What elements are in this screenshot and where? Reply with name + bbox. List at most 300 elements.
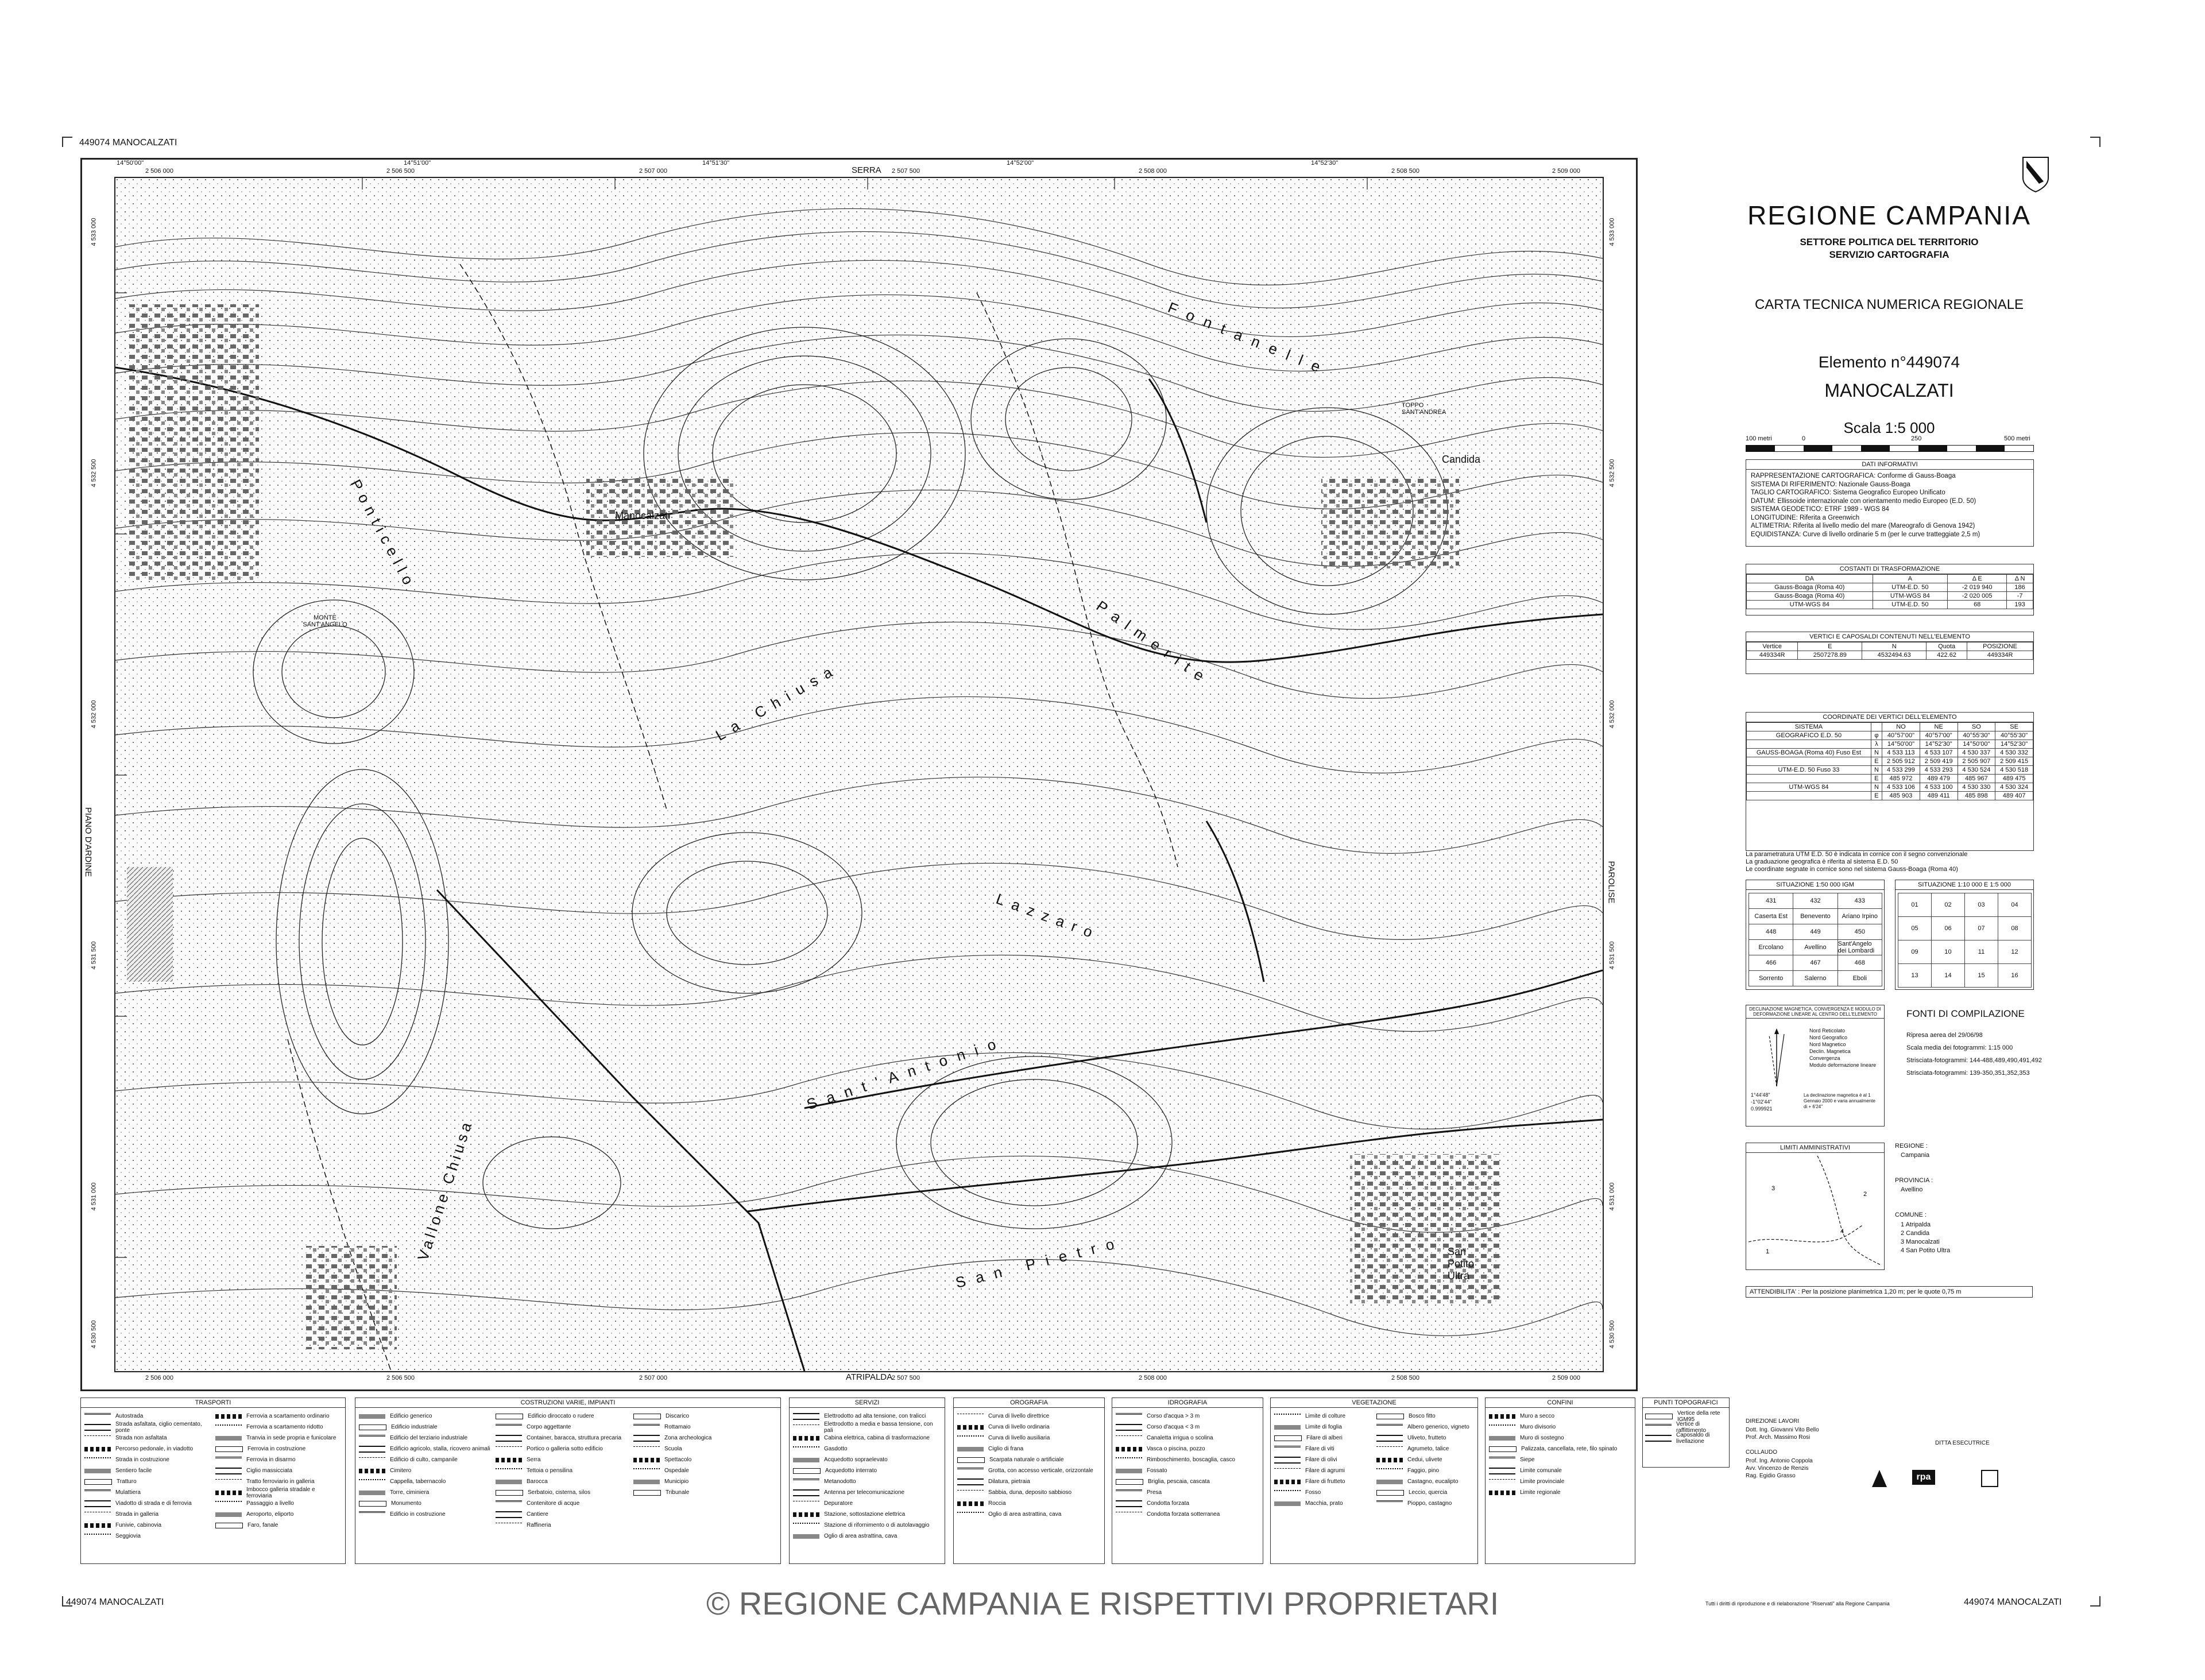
collaudo-header: COLLAUDO <box>1746 1449 1778 1456</box>
region-title: REGIONE CAMPANIA <box>1747 200 2031 230</box>
limiti-map <box>1748 1156 1882 1267</box>
legend-item <box>957 1476 1101 1487</box>
legend-label: Raffineria <box>527 1522 551 1528</box>
legend-label: Oglio di area astrattina, cava <box>824 1533 898 1539</box>
left-coord-1: 4 532 500 <box>90 459 98 487</box>
legend-label: Sentiero facile <box>115 1468 152 1474</box>
label-fontanelle: Fontanelle <box>1165 299 1333 380</box>
legend-symbol-icon <box>633 1468 660 1474</box>
label-palmerite: Palmerite <box>1093 597 1214 689</box>
legend-item <box>957 1433 1101 1443</box>
situation-cell: 448 <box>1748 924 1793 940</box>
table-row <box>1747 651 2033 660</box>
legend-label: Scuola <box>664 1446 682 1452</box>
crop-mark-tr <box>2090 137 2100 147</box>
situation-cell: Ercolano <box>1748 939 1793 955</box>
legend-item <box>359 1454 491 1465</box>
legend-symbol-icon <box>215 1424 242 1430</box>
legend-item <box>793 1509 941 1520</box>
legend-symbol-icon <box>84 1447 111 1451</box>
legend-label: Contenitore di acque <box>527 1500 580 1507</box>
legend-label: Edificio agricolo, stalla, ricovero animali <box>390 1446 490 1452</box>
legend-label: Discarico <box>666 1413 690 1419</box>
legend-label: Cantiere <box>527 1511 548 1518</box>
legend-label: Tratturo <box>117 1478 137 1485</box>
table-cell: 40°57'00" <box>1882 731 1920 740</box>
situazione10-box <box>1895 880 2034 990</box>
legend-label: Ciglio di frana <box>988 1446 1024 1452</box>
scalebar <box>1746 445 2034 452</box>
legend-label: Limite comunale <box>1520 1468 1562 1474</box>
situation-cell: 07 <box>1964 916 1998 940</box>
dati-line: DATUM: Ellissoide internazionale con orientamento medio Europeo (E.D. 50) <box>1751 497 1976 505</box>
legend-item <box>496 1487 628 1498</box>
legend-symbol-icon <box>359 1479 385 1485</box>
table-cell: 4 530 330 <box>1958 783 1995 792</box>
declinazione-legend-item: Modulo deformazione lineare <box>1809 1062 1877 1068</box>
limiti-regione-label: REGIONE : <box>1895 1143 1928 1149</box>
legend-label: Gasdotto <box>824 1446 848 1452</box>
legend-item <box>496 1443 628 1454</box>
table-header-cell: SISTEMA <box>1747 723 1871 731</box>
legend-servizi <box>789 1398 945 1564</box>
comune-item: 2 Candida <box>1901 1230 1930 1237</box>
legend-label: Corpo aggettante <box>527 1424 571 1430</box>
legend-symbol-icon <box>633 1446 660 1451</box>
dati-line: ALTIMETRIA: Riferita al livello medio del mare (Mareografo di Genova 1942) <box>1751 522 1975 529</box>
table-cell: 4 533 293 <box>1920 766 1958 775</box>
legend-item <box>359 1487 491 1498</box>
legend-symbol-icon <box>957 1468 984 1474</box>
limiti-comune-label: COMUNE : <box>1895 1211 1927 1218</box>
legend-label: Roccia <box>988 1500 1006 1507</box>
legend-label: Serbatoio, cisterna, silos <box>528 1489 590 1496</box>
legend-symbol-icon <box>84 1479 112 1485</box>
table-header-cell: Δ E <box>1948 575 2007 583</box>
legend-item <box>1274 1487 1372 1498</box>
bottom-coord-4: 2 508 000 <box>1139 1375 1167 1381</box>
legend-label: Stazione, sottostazione elettrica <box>824 1511 906 1518</box>
legend-symbol-icon <box>1645 1424 1672 1430</box>
legend-label: Edificio di culto, campanile <box>390 1457 458 1463</box>
top-coord-1: 2 506 500 <box>386 168 415 175</box>
legend-item <box>793 1476 941 1487</box>
legend-symbol-icon <box>84 1413 111 1419</box>
copyright-watermark: © REGIONE CAMPANIA E RISPETTIVI PROPRIETARI <box>706 1585 1499 1621</box>
legend-item <box>359 1509 491 1520</box>
legend-item <box>633 1433 765 1443</box>
legend-symbol-icon <box>1116 1457 1142 1463</box>
legend-item <box>1489 1411 1631 1422</box>
legend-item <box>1274 1443 1372 1454</box>
legend-label: Albero generico, vigneto <box>1407 1424 1469 1430</box>
legend-symbol-icon <box>633 1424 660 1430</box>
legend-costruzioni-header: COSTRUZIONI VARIE, IMPIANTI <box>355 1398 780 1408</box>
legend-costruzioni-left <box>359 1411 491 1520</box>
legend-symbol-icon <box>496 1490 523 1496</box>
legend-item <box>359 1465 491 1476</box>
legend-item <box>1376 1498 1474 1509</box>
fonti-line: Ripresa aerea del 29/06/98 <box>1906 1032 1983 1039</box>
legend-item <box>359 1498 491 1509</box>
legend-item <box>1274 1498 1372 1509</box>
label-ponticello: Ponticello <box>347 477 420 593</box>
table-cell: 489 411 <box>1920 792 1958 800</box>
collaudo-line: Prof. Ing. Antonio Coppola <box>1746 1458 1813 1464</box>
legend-symbol-icon <box>1645 1435 1672 1442</box>
situation-cell: 432 <box>1793 893 1838 909</box>
table-cell: GEOGRAFICO E.D. 50 <box>1747 731 1871 740</box>
legend-symbol-icon <box>957 1457 985 1463</box>
table-cell: 449334R <box>1967 651 2033 660</box>
legend-label: Ospedale <box>664 1468 689 1474</box>
legend-label: Ferrovia a scartamento ridotto <box>246 1424 323 1430</box>
table-row <box>1747 757 2033 766</box>
legend-symbol-icon <box>1116 1469 1142 1473</box>
legend-symbol-icon <box>496 1511 522 1518</box>
legend-item <box>1274 1411 1372 1422</box>
legend-symbol-icon <box>215 1479 242 1484</box>
legend-symbol-icon <box>957 1490 984 1495</box>
legend-symbol-icon <box>84 1534 111 1539</box>
bottom-coord-3: 2 507 500 <box>892 1375 920 1381</box>
table-row <box>1747 731 2033 740</box>
legend-label: Curva di livello ausiliaria <box>988 1435 1050 1441</box>
scalebar-label-1: 0 <box>1802 435 1806 442</box>
legend-label: Condotta forzata <box>1147 1500 1189 1507</box>
legend-item <box>1274 1465 1372 1476</box>
table-row <box>1747 740 2033 749</box>
table-cell: 4 533 113 <box>1882 749 1920 757</box>
legend-item <box>957 1422 1101 1433</box>
vertici-box <box>1746 632 2034 674</box>
table-cell: UTM-WGS 84 <box>1747 783 1871 792</box>
comune-item: 3 Manocalzati <box>1901 1238 1940 1245</box>
topographic-map <box>115 178 1603 1371</box>
legend-label: Antenna per telecomunicazione <box>824 1489 905 1496</box>
legend-label: Stazione di rifornimento o di autolavaggio <box>824 1522 930 1528</box>
ctr-title: CARTA TECNICA NUMERICA REGIONALE <box>1754 297 2024 312</box>
situation-cell: Eboli <box>1838 970 1882 986</box>
top-coord-4: 2 508 000 <box>1139 168 1167 175</box>
legend-item <box>1116 1411 1259 1422</box>
top-coord-0: 2 506 000 <box>145 168 173 175</box>
legend-symbol-icon <box>957 1447 984 1451</box>
coordinate-note: La parametratura UTM E.D. 50 è indicata in cornice con il segno convenzionale <box>1746 851 1968 858</box>
legend-item <box>1376 1443 1474 1454</box>
legend-item <box>957 1487 1101 1498</box>
crop-mark-br <box>2090 1596 2100 1607</box>
legend-symbol-icon <box>1489 1468 1515 1474</box>
dati-line: SISTEMA DI RIFERIMENTO: Nazionale Gauss-Boaga <box>1751 481 1910 488</box>
legend-symbol-icon <box>1376 1435 1403 1442</box>
legend-symbol-icon <box>496 1468 522 1474</box>
legend-item <box>215 1487 342 1498</box>
legend-label: Tribunale <box>666 1489 690 1496</box>
legend-item <box>957 1498 1101 1509</box>
legend-trasporti-header: TRASPORTI <box>81 1398 345 1408</box>
legend-label: Sabbia, duna, deposito sabbioso <box>988 1489 1072 1496</box>
legend-item <box>1376 1487 1474 1498</box>
sheet-code-bottom-right: 449074 MANOCALZATI <box>1964 1597 2062 1607</box>
legend-symbol-icon <box>1489 1457 1515 1463</box>
legend-trasporti-right <box>215 1411 342 1531</box>
legend-label: Elettrodotto a media e bassa tensione, con pali <box>824 1420 933 1434</box>
legend-symbol-icon <box>793 1489 819 1496</box>
legend-item <box>359 1476 491 1487</box>
table-cell: Gauss-Boaga (Roma 40) <box>1747 583 1873 592</box>
top-coord-5: 2 508 500 <box>1391 168 1419 175</box>
table-header-cell: SE <box>1995 723 2033 731</box>
legend-label: Barocca <box>527 1478 548 1485</box>
legend-label: Zona archeologica <box>664 1435 712 1441</box>
limiti-provincia: Avellino <box>1901 1186 1923 1193</box>
legend-item <box>84 1422 211 1433</box>
label-san-pietro: San Pietro <box>954 1233 1126 1292</box>
declinazione-legend-item: Declin. Magnetica <box>1809 1048 1851 1054</box>
sheet-name: MANOCALZATI <box>1824 380 1954 401</box>
bottom-coord-6: 2 509 000 <box>1552 1375 1580 1381</box>
sheet-code-top: 449074 MANOCALZATI <box>79 138 177 148</box>
table-cell: -2 020 005 <box>1948 592 2007 601</box>
legend-item <box>793 1487 941 1498</box>
declinazione-legend-item: Nord Magnetico <box>1809 1042 1846 1047</box>
legend-label: Tranvia in sede propria e funicolare <box>246 1435 336 1441</box>
legend-label: Limite provinciale <box>1520 1478 1565 1485</box>
legend-item <box>359 1443 491 1454</box>
top-place: SERRA <box>852 165 881 175</box>
legend-symbol-icon <box>1489 1479 1515 1484</box>
ditta-header: DITTA ESECUTRICE <box>1935 1440 1990 1446</box>
dati-line: SISTEMA GEODETICO: ETRF 1989 - WGS 84 <box>1751 506 1889 513</box>
svg-text:4: 4 <box>1840 1228 1844 1235</box>
table-cell: 422.62 <box>1927 651 1967 660</box>
legend-symbol-icon <box>215 1512 242 1517</box>
legend-symbol-icon <box>84 1435 111 1441</box>
situation-cell: 433 <box>1838 893 1882 909</box>
legend-label: Cappella, tabernacolo <box>390 1478 446 1485</box>
situation-cell: 16 <box>1998 963 2032 988</box>
logo-ditta <box>1981 1470 1998 1487</box>
legend-symbol-icon <box>1116 1500 1142 1507</box>
legend-label: Dilatura, pietraia <box>988 1478 1030 1485</box>
legend-item <box>84 1443 211 1454</box>
legend-symbol-icon <box>1489 1491 1515 1495</box>
label-vallone-chiusa: Vallone Chiusa <box>414 1117 476 1263</box>
table-cell: 193 <box>2007 601 2033 609</box>
situation-cell: 05 <box>1898 916 1932 940</box>
table-cell <box>1747 757 1871 766</box>
legend-symbol-icon <box>1489 1446 1517 1452</box>
legend-label: Faro, fanale <box>247 1522 278 1528</box>
legend-costruzioni <box>355 1398 781 1564</box>
left-coord-5: 4 530 500 <box>90 1320 98 1349</box>
legend-label: Corso d'acqua < 3 m <box>1147 1424 1200 1430</box>
legend-label: Muro a secco <box>1520 1413 1555 1419</box>
legend-symbol-icon <box>793 1413 819 1420</box>
label-toppo: TOPPO SANT'ANDREA <box>1402 402 1446 416</box>
legend-item <box>84 1520 211 1531</box>
coordinate-notes <box>1746 851 2044 873</box>
legend-label: Filare di viti <box>1305 1446 1334 1452</box>
legend-label: Edificio generico <box>390 1413 432 1419</box>
legend-item <box>1645 1422 1727 1433</box>
legend-item <box>215 1411 342 1422</box>
table-cell: φ <box>1871 731 1882 740</box>
table-cell: 2 509 415 <box>1995 757 2033 766</box>
situation-cell: Avellino <box>1793 939 1838 955</box>
legend-punti-items <box>1645 1411 1727 1443</box>
legend-item <box>793 1454 941 1465</box>
direzione-line: Dott. Ing. Giovanni Vito Bello <box>1746 1427 1819 1433</box>
legend-item <box>1116 1433 1259 1443</box>
table-row <box>1747 766 2033 775</box>
legend-item <box>633 1454 765 1465</box>
right-coord-5: 4 530 500 <box>1608 1320 1616 1349</box>
legend-item <box>84 1531 211 1542</box>
legend-symbol-icon <box>215 1523 243 1528</box>
collaudo-line: Rag. Egidio Grasso <box>1746 1473 1796 1479</box>
legend-item <box>496 1433 628 1443</box>
situation-cell: 02 <box>1931 893 1965 917</box>
top-deg-1: 14°51'00" <box>404 160 431 167</box>
table-row <box>1747 783 2033 792</box>
limiti-provincia-label: PROVINCIA : <box>1895 1177 1933 1184</box>
legend-label: Macchia, prato <box>1305 1500 1343 1507</box>
situation-cell: 467 <box>1793 955 1838 971</box>
legend-label: Depuratore <box>824 1500 853 1507</box>
legend-label: Monumento <box>391 1500 421 1507</box>
top-deg-0: 14°50'00" <box>117 160 144 167</box>
table-header-cell <box>1871 723 1882 731</box>
legend-label: Autostrada <box>115 1413 144 1419</box>
declinazione-legend-item: Convergenza <box>1809 1055 1840 1061</box>
right-coord-0: 4 533 000 <box>1608 218 1616 246</box>
table-cell: 4 530 337 <box>1958 749 1995 757</box>
legend-item <box>84 1411 211 1422</box>
legend-label: Rimboschimento, boscaglia, casco <box>1147 1457 1235 1463</box>
legend-symbol-icon <box>793 1458 819 1462</box>
legend-symbol-icon <box>633 1414 661 1419</box>
table-header-cell: SO <box>1958 723 1995 731</box>
legend-symbol-icon <box>793 1446 819 1452</box>
legend-item <box>496 1520 628 1531</box>
attendibilita: ATTENDIBILITA' : Per la posizione planimetrica 1,20 m; per le quote 0,75 m <box>1746 1286 2033 1298</box>
vertici-table <box>1746 642 2033 660</box>
legend-symbol-icon <box>496 1446 522 1451</box>
legend-symbol-icon <box>1116 1479 1143 1485</box>
situation-cell: Benevento <box>1793 908 1838 924</box>
legend-symbol-icon <box>359 1414 385 1419</box>
situation-cell: 466 <box>1748 955 1793 971</box>
scalebar-label-3: 500 metri <box>2004 435 2030 442</box>
table-cell: 4 533 100 <box>1920 783 1958 792</box>
dati-line: LONGITUDINE: Riferita a Greenwich <box>1751 514 1860 521</box>
legend-item <box>84 1433 211 1443</box>
declinazione-legend-item: Nord Reticolato <box>1809 1028 1846 1033</box>
table-cell: UTM-WGS 84 <box>1747 601 1873 609</box>
legend-label: Limite di foglia <box>1305 1424 1342 1430</box>
legend-item <box>1116 1509 1259 1520</box>
legend-label: Vertice di raffittimento <box>1676 1420 1707 1434</box>
legend-symbol-icon <box>957 1478 984 1485</box>
table-cell: N <box>1871 783 1882 792</box>
legend-symbol-icon <box>84 1512 111 1517</box>
table-cell: 68 <box>1948 601 2007 609</box>
dati-line: RAPPRESENTAZIONE CARTOGRAFICA: Conforme di Gauss-Boaga <box>1751 473 1956 479</box>
legend-item <box>1116 1476 1259 1487</box>
label-lazzaro: Lazzaro <box>993 890 1103 944</box>
legend-orografia <box>953 1398 1105 1564</box>
legend-label: Ferrovia in costruzione <box>247 1446 306 1452</box>
legend-symbol-icon <box>359 1446 385 1453</box>
legend-symbol-icon <box>957 1512 984 1518</box>
legend-orografia-items <box>957 1411 1101 1520</box>
legend-item <box>215 1498 342 1509</box>
legend-label: Cabina elettrica, cabina di trasformazione <box>824 1435 930 1441</box>
table-header-cell: A <box>1873 575 1948 583</box>
limiti-regione: Campania <box>1901 1152 1930 1159</box>
legend-item <box>84 1454 211 1465</box>
legend-item <box>84 1476 211 1487</box>
legend-symbol-icon <box>359 1435 385 1441</box>
situation-cell: 450 <box>1838 924 1882 940</box>
coordinate-box <box>1746 712 2034 851</box>
legend-label: Portico o galleria sotto edificio <box>527 1446 603 1452</box>
fonti-line: Strisciata-fotogrammi: 144-488,489,490,491,492 <box>1906 1057 2042 1064</box>
legend-symbol-icon <box>1274 1446 1301 1452</box>
declinazione-value: -1°02'44" <box>1751 1099 1772 1105</box>
table-cell: GAUSS-BOAGA (Roma 40) Fuso Est <box>1747 749 1871 757</box>
situation-cell: Ariano Irpino <box>1838 908 1882 924</box>
label-san-potito: San Potito Ultra <box>1448 1246 1475 1282</box>
legend-confini-header: CONFINI <box>1486 1398 1635 1408</box>
situation-cell: 06 <box>1931 916 1965 940</box>
legend-item <box>1116 1443 1259 1454</box>
right-coord-2: 4 532 000 <box>1608 700 1616 729</box>
dati-line: EQUIDISTANZA: Curve di livello ordinarie 5 m (per le curve tratteggiate 2,5 m) <box>1751 531 1980 538</box>
legend-item <box>957 1465 1101 1476</box>
legend-label: Seggiovia <box>115 1533 141 1539</box>
legend-symbol-icon <box>496 1500 522 1507</box>
legend-symbol-icon <box>84 1500 111 1507</box>
legend-item <box>633 1411 765 1422</box>
top-deg-2: 14°51'30" <box>702 160 730 167</box>
legend-orografia-header: OROGRAFIA <box>954 1398 1104 1408</box>
legend-symbol-icon <box>633 1458 660 1462</box>
legend-item <box>793 1422 941 1433</box>
legend-symbol-icon <box>633 1480 660 1484</box>
coordinate-note: La graduazione geografica è riferita al sistema E.D. 50 <box>1746 858 1898 865</box>
legend-label: Rottamaio <box>664 1424 691 1430</box>
legend-label: Mulattiera <box>115 1489 141 1496</box>
legend-symbol-icon <box>496 1480 522 1484</box>
scalebar-label-0: 100 metri <box>1746 435 1772 442</box>
legend-label: Curva di livello ordinaria <box>988 1424 1050 1430</box>
legend-servizi-header: SERVIZI <box>790 1398 945 1408</box>
legend-label: Edificio in costruzione <box>390 1511 446 1518</box>
svg-text:3: 3 <box>1771 1185 1775 1192</box>
legend-item <box>1645 1433 1727 1443</box>
table-cell: 4 533 106 <box>1882 783 1920 792</box>
declinazione-header: DECLINAZIONE MAGNETICA, CONVERGENZA E MODULO DI DEFORMAZIONE LINEARE AL CENTRO DELL'ELEMENTO <box>1746 1005 1884 1019</box>
legend-item <box>84 1465 211 1476</box>
legend-symbol-icon <box>215 1414 242 1419</box>
situation-cell: Sant'Angelo dei Lombardi <box>1838 939 1882 955</box>
legend-label: Elettrodotto ad alta tensione, con tralicci <box>824 1413 926 1419</box>
legend-symbol-icon <box>793 1534 819 1539</box>
legend-label: Serra <box>527 1457 541 1463</box>
